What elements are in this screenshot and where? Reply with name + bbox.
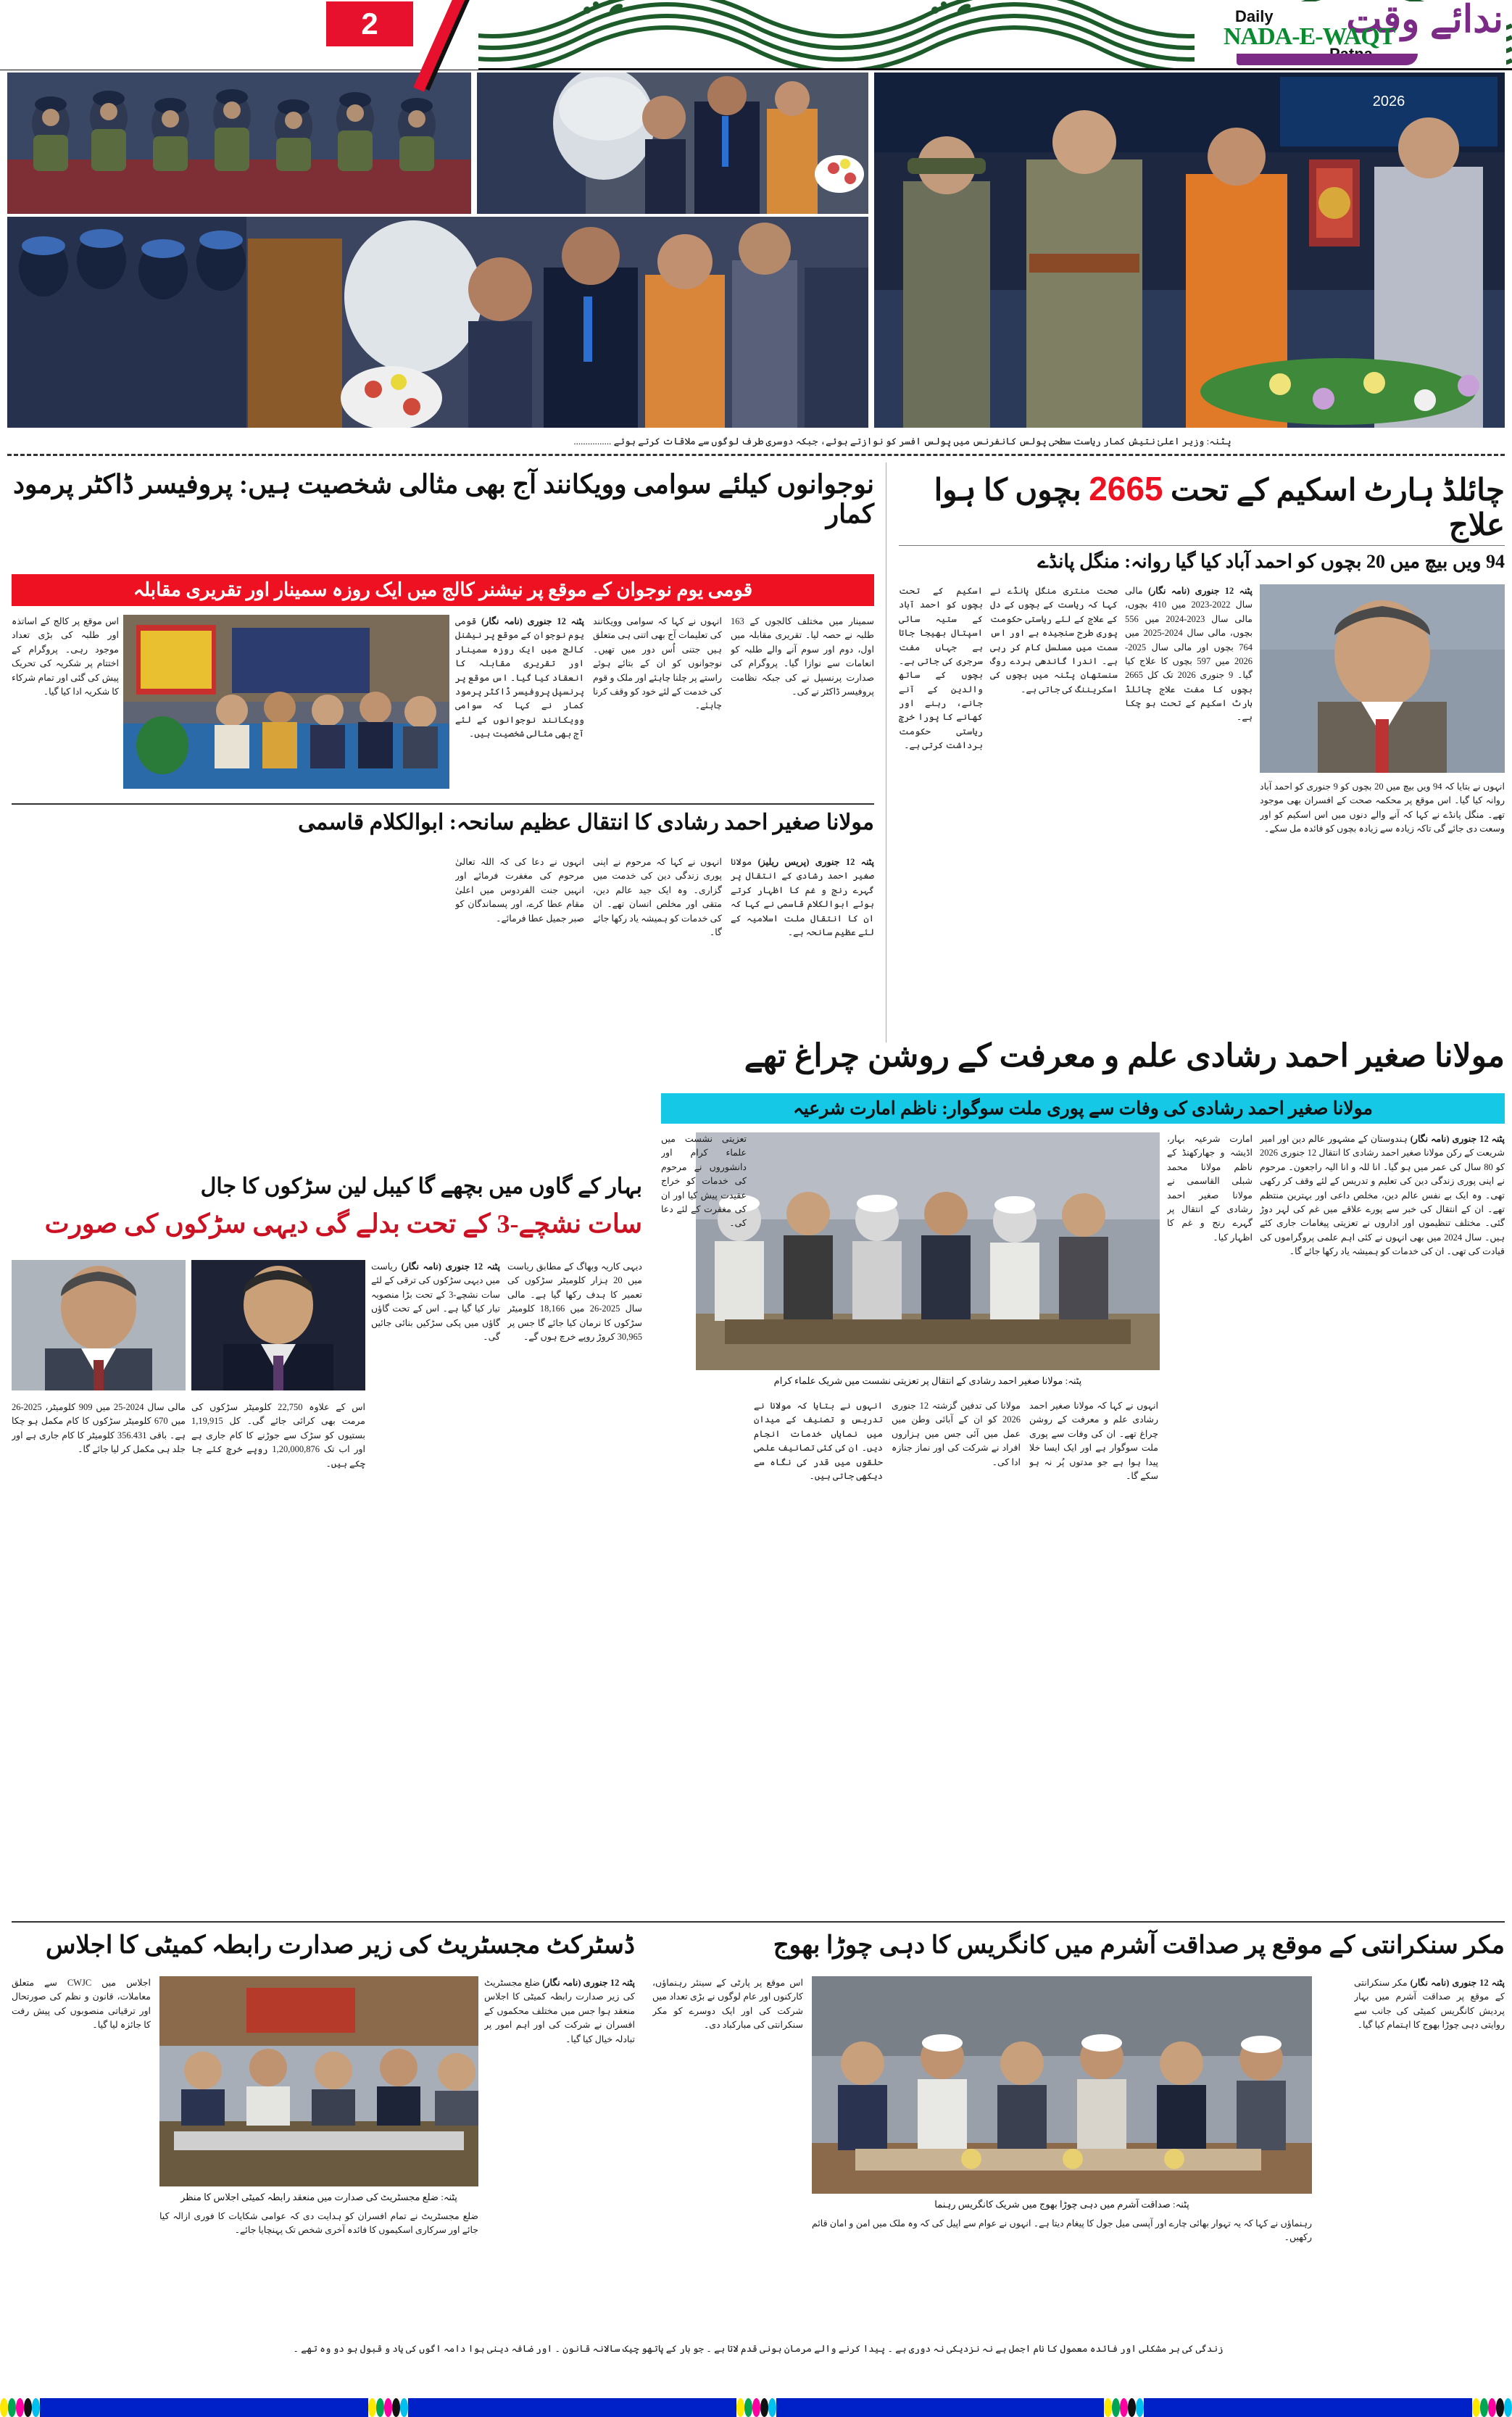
logo-daily-label: Daily — [1235, 7, 1274, 25]
rashadi-right-text-3: ان کے انتقال کی خبر سے پورے علاقے میں غم کی لہر دوڑ گئی۔ مختلف تنظیموں اور اداروں نے تعزیتی پیغامات جاری کئے ہیں۔ — [1260, 1203, 1505, 1243]
minister-photo — [1260, 584, 1505, 773]
page-number-text: 2 — [361, 7, 378, 41]
rashadi-col-5: انہوں نے بتایا کہ مولانا نے تدریس و تصنیف کے میدان میں نمایاں خدمات انجام دیں۔ ان کی کئی تصانیف علمی حلقوں میں قدر کی نگاہ سے دیکھی جاتی ہیں۔ — [754, 1401, 883, 1481]
rashadi-col-2: امارت شرعیہ بہار، اڈیشہ و جھارکھنڈ کے ناظم مولانا محمد شبلی القاسمی نے مولانا صغیر احمد رشادی کے انتقال پر گہرے رنج و غم کا اظہار کیا۔ — [1167, 1134, 1253, 1243]
maulana-dateline: پٹنہ 12 جنوری (پریس ریلیز) — [757, 857, 874, 867]
lead-left-col-1 — [455, 615, 584, 796]
top-photo-award-ceremony — [874, 72, 1505, 428]
roads-col-1 — [371, 1260, 500, 1898]
rashadi-right-dateline: پٹنہ 12 جنوری (نامہ نگار) — [1410, 1134, 1505, 1144]
dot-group-1 — [0, 2398, 40, 2417]
dot-group-5 — [1472, 2398, 1512, 2417]
roads-photo-officer-1 — [12, 1260, 186, 1390]
lead-right-rule — [899, 545, 1505, 546]
rashadi-col-3: انہوں نے کہا کہ مولانا صغیر احمد رشادی علم و معرفت کے روشن چراغ تھے۔ ان کی وفات سے پوری ملت سوگوار ہے اور ایک ایسا خلا پیدا ہوا ہے جو مدتوں پُر نہ ہو سکے گا۔ — [1029, 1401, 1158, 1481]
committee-col-3: ضلع مجسٹریٹ نے تمام افسران کو ہدایت دی کہ عوامی شکایات کا فوری ازالہ کیا جائے اور سرکاری اسکیموں کا فائدہ آخری شخص تک پہنچایا جائے۔ — [159, 2211, 478, 2236]
lead-right-col-2: صحت منتری منگل پانڈے نے کہا کہ ریاست کے بچوں کے دل کے علاج کے لئے ریاستی حکومت پوری طرح سنجیدہ ہے اور اس سمت میں مسلسل کام کر رہی ہے۔ اندرا گاندھی ہردے روگ سنستھان پٹنہ میں بچوں کی اسکریننگ کی جاتی ہے۔ — [990, 586, 1118, 695]
rashadi-right-text-1: ہندوستان کے مشہور عالم دین اور امیر شریعت کے رکن مولانا صغیر احمد رشادی کا انتقال 12 جنوری 2026 کو 80 سال کی عمر میں ہو گیا۔ انا للہ و انا الیہ راجعون۔ — [1260, 1134, 1505, 1172]
dot-group-2 — [368, 2398, 408, 2417]
divider-maulana — [12, 803, 874, 805]
ashram-headline: مکر سنکرانتی کے موقع پر صداقت آشرم میں کانگریس کا دہی چوڑا بھوج — [773, 1932, 1505, 1959]
maulana-col-3: انہوں نے دعا کی کہ اللہ تعالیٰ مرحوم کی مغفرت فرمائے اور انہیں جنت الفردوس میں اعلیٰ مقام عطا کرے، اور پسماندگان کو صبر جمیل عطا فرمائے۔ — [455, 857, 584, 924]
maulana-text-1: مولانا صغیر احمد رشادی کے انتقال پر گہرے رنج و غم کا اظہار کرتے ہوئے ابوالکلام قاسمی نے کہا کہ ان کا انتقال ملت اسلامیہ کے لئے عظیم سانحہ ہے۔ — [731, 857, 874, 937]
rashadi-right-text-2: مرحوم نے اپنی پوری زندگی دین کی تعلیم و تدریس کے لئے وقف کر رکھی تھی۔ وہ ایک بے نفس عالم دین، مخلص داعی اور بہترین منتظم تھے۔ — [1260, 1161, 1505, 1214]
maulana-headline: مولانا صغیر احمد رشادی کا انتقال عظیم سانحہ: ابوالکلام قاسمی — [298, 810, 874, 834]
divider-lower — [12, 1921, 1505, 1923]
logo-swish-shape — [1237, 54, 1418, 65]
roads-col-4: مالی سال 2024-25 میں 909 کلومیٹر، 2025-26 میں 670 کلومیٹر سڑکوں کا کام مکمل ہو چکا ہے۔ باقی 356.431 کلومیٹر کا کام جاری ہے اور جلد ہی مکمل کر لیا جائے گا۔ — [12, 1402, 186, 1455]
dot-group-4 — [1104, 2398, 1144, 2417]
top-photo-caption: پٹنہ: وزیر اعلیٰ نتیش کمار ریاست سطحی پولس کانفرنس میں پولس افسر کو نوازتے ہوئے، جبکہ دوسری طرف لوگوں سے ملاقات کرتے ہوئے ................ — [573, 436, 1231, 447]
ashram-photo — [812, 1976, 1312, 2194]
lead-right-headline — [899, 470, 1505, 544]
lead-left-dateline: پٹنہ 12 جنوری (نامہ نگار) — [481, 616, 584, 626]
lead-left-redbar: قومی یوم نوجوان کے موقع پر نیشنر کالج میں ایک روزہ سمینار اور تقریری مقابلہ — [12, 574, 874, 606]
rashadi-col-4: مولانا کی تدفین گزشتہ 12 جنوری 2026 کو ان کے آبائی وطن میں عمل میں آئی جس میں ہزاروں افراد نے شرکت کی اور نماز جنازہ ادا کی۔ — [892, 1401, 1021, 1467]
ashram-col-2: اس موقع پر پارٹی کے سینئر رہنماؤں، کارکنوں اور عام لوگوں نے بڑی تعداد میں شرکت کی اور ایک دوسرے کو مکر سنکرانتی کی مبارکباد دی۔ — [652, 1978, 803, 2031]
roads-col-2: دیہی کاریہ وبھاگ کے مطابق ریاست میں 20 ہزار کلومیٹر سڑکوں کی تعمیر کا ہدف رکھا گیا ہے۔ مالی سال 2025-26 میں 18,166 کلومیٹر سڑکوں کا نرمان کیا جائے گا جس پر 30,965 کروڑ روپے خرچ ہوں گے۔ — [507, 1261, 642, 1342]
lead-right-headline-number: 2665 — [1089, 470, 1163, 507]
blue-bar-2 — [408, 2398, 736, 2417]
top-photo-police-conference — [7, 72, 471, 214]
ashram-text-1: مکر سنکرانتی کے موقع پر صداقت آشرم میں بہار پردیش کانگریس کمیٹی کی جانب سے روایتی دہی چوڑا بھوج کا اہتمام کیا گیا۔ — [1354, 1978, 1505, 2031]
masthead — [0, 0, 1512, 70]
lead-left-col-4: اس موقع پر کالج کے اساتذہ اور طلبہ کی بڑی تعداد موجود رہی۔ پروگرام کے اختتام پر شکریہ کی تحریک پیش کی گئی اور تمام شرکاء کا شکریہ ادا کیا گیا۔ — [12, 616, 119, 697]
logo-english-name: NADA-E-WAQT — [1224, 23, 1395, 50]
rashadi-condolence-photo — [696, 1132, 1160, 1370]
ashram-col-1 — [1354, 1976, 1505, 2324]
ashram-dateline: پٹنہ 12 جنوری (نامہ نگار) — [1410, 1978, 1505, 1988]
committee-headline: ڈسٹرکٹ مجسٹریٹ کی زیر صدارت رابطہ کمیٹی کا اجلاس — [46, 1932, 635, 1959]
rashadi-right-col-1 — [1260, 1132, 1505, 1930]
lead-right-col-3: اسکیم کے تحت بچوں کو احمد آباد کے ستیہ سائی اسپتال بھیجا جاتا ہے جہاں مفت سرجری کی جاتی ہے۔ بچوں کے ساتھ والدین کے آنے جانے، رہنے اور کھانے کا پورا خرچ ریاستی حکومت برداشت کرتی ہے۔ — [899, 586, 983, 751]
committee-col-1 — [484, 1976, 635, 2324]
roads-headline-red: سات نشچے-3 کے تحت بدلے گی دیہی سڑکوں کی صورت — [44, 1209, 642, 1238]
committee-col-2: اجلاس میں CWJC سے متعلق معاملات، قانون و نظم کی صورتحال اور ترقیاتی منصوبوں کی پیش رفت کا جائزہ لیا گیا۔ — [12, 1978, 151, 2031]
committee-photo — [159, 1976, 478, 2186]
lead-left-text-1: قومی یوم نوجوان کے موقع پر نیشنل کالج میں ایک روزہ سمینار اور تقریری مقابلہ کا انعقاد کیا گیا۔ اس موقع پر پرنسپل پروفیسر ڈاکٹر پرمود کمار نے کہا کہ سوامی وویکانند نوجوانوں کے لئے آج بھی مثالی شخصیت ہیں۔ — [455, 616, 584, 739]
rashadi-right-text-4: سال 2024 میں بھی انہوں نے کئی اہم علمی پروگراموں کی قیادت کی تھی۔ ان کی خدمات کو ہمیشہ یاد رکھا جائے گا۔ — [1260, 1232, 1505, 1256]
lead-right-col-1 — [1125, 584, 1253, 1019]
roads-headline-small: بہار کے گاوں میں بچھے گا کیبل لین سڑکوں کا جال — [200, 1174, 642, 1198]
bottom-color-strip — [0, 2398, 1512, 2417]
committee-text-1: ضلع مجسٹریٹ کی زیر صدارت رابطہ کمیٹی کا اجلاس منعقد ہوا جس میں مختلف محکموں کے افسران نے شرکت کی اور اہم امور پر تبادلہ خیال کیا گیا۔ — [484, 1978, 635, 2044]
lead-left-col-3: سمینار میں مختلف کالجوں کے 163 طلبہ نے حصہ لیا۔ تقریری مقابلہ میں اول، دوم اور سوم آنے والے طلبہ کو انعامات سے نوازا گیا۔ پروگرام کی صدارت پرنسپل نے کی جبکہ نظامت پروفیسر ڈاکٹر نے کی۔ — [731, 616, 874, 697]
seminar-photo — [123, 615, 449, 789]
ashram-photo-caption: پٹنہ: صداقت آشرم میں دہی چوڑا بھوج میں شریک کانگریس رہنما — [934, 2199, 1189, 2210]
page-number-badge — [326, 1, 413, 46]
lead-left-headline: نوجوانوں کیلئے سوامی وویکانند آج بھی مثالی شخصیت ہیں: پروفیسر ڈاکٹر پرمود کمار — [12, 470, 874, 529]
lead-right-subhead: 94 ویں بیچ میں 20 بچوں کو احمد آباد کیا گیا روانہ: منگل پانڈے — [1037, 551, 1505, 572]
rashadi-col-6: تعزیتی نشست میں علماء کرام اور دانشوروں نے مرحوم کی خدمات کو خراج عقیدت پیش کیا اور ان کی مغفرت کے لئے دعا کی۔ — [661, 1134, 747, 1229]
maulana-col-2: انہوں نے کہا کہ مرحوم نے اپنی پوری زندگی دین کی خدمت میں گزاری۔ وہ ایک جید عالم دین، متقی اور مخلص انسان تھے۔ ان کی خدمات کو ہمیشہ یاد رکھا جائے گا۔ — [593, 857, 722, 937]
roads-photo-officer-2 — [191, 1260, 365, 1390]
committee-photo-caption: پٹنہ: ضلع مجسٹریٹ کی صدارت میں منعقد رابطہ کمیٹی اجلاس کا منظر — [180, 2192, 457, 2202]
rashadi-headline: مولانا صغیر احمد رشادی علم و معرفت کے روشن چراغ تھے — [744, 1038, 1505, 1074]
rashadi-cyanbar: مولانا صغیر احمد رشادی کی وفات سے پوری ملت سوگوار: ناظم امارت شرعیہ — [661, 1093, 1505, 1124]
blue-bar-4 — [1144, 2398, 1472, 2417]
divider-top — [7, 454, 1505, 456]
ashram-col-3: رہنماؤں نے کہا کہ یہ تہوار بھائی چارے اور آپسی میل جول کا پیغام دیتا ہے۔ انہوں نے عوام سے اپیل کی کہ وہ ملک میں امن و امان قائم رکھیں۔ — [812, 2218, 1312, 2243]
blue-bar-3 — [776, 2398, 1105, 2417]
committee-dateline: پٹنہ 12 جنوری (نامہ نگار) — [542, 1978, 635, 1988]
logo-urdu-name: ندائے وقت — [1346, 0, 1503, 41]
roads-col-3: اس کے علاوہ 22,750 کلومیٹر سڑکوں کی مرمت بھی کرائی جائے گی۔ کل 1,19,915 بستیوں کو سڑک سے جوڑنے کا کام جاری ہے اور اب تک 1,20,000,876 روپے خرچ کئے جا چکے ہیں۔ — [191, 1402, 365, 1469]
newspaper-logo — [1195, 1, 1506, 68]
dot-group-3 — [736, 2398, 776, 2417]
lead-right-headline-post: بچوں کا ہوا علاج — [934, 474, 1505, 543]
lead-left-col-2: انہوں نے کہا کہ سوامی وویکانند کی تعلیمات آج بھی اتنی ہی متعلق ہیں جتنی اُس دور میں تھیں۔ نوجوانوں کو ان کے بتائے ہوئے راستے پر چلنا چاہئے اور ملک و قوم کی خدمت کے لئے خود کو وقف کرنا چاہئے۔ — [593, 616, 722, 711]
blue-bar-1 — [40, 2398, 368, 2417]
rashadi-photo-caption: پٹنہ: مولانا صغیر احمد رشادی کے انتقال پر تعزیتی نشست میں شریک علماء کرام — [773, 1375, 1082, 1386]
top-photo-bouquet-greeting — [477, 72, 868, 214]
lead-right-text-1: مالی سال 2022-2023 میں 410 بچوں، مالی سال 2023-2024 میں 556 بچوں، مالی سال 2024-2025 میں 764 بچوں اور مالی سال 2025-2026 میں 597 بچوں کا علاج کیا گیا۔ 9 جنوری 2026 تک کل 2665 بچوں کا مفت علاج چائلڈ ہارٹ اسکیم کے تحت ہو چکا ہے۔ — [1125, 586, 1253, 723]
bottom-ticker: زندگی کی ہر مشکلی اور فائدہ معمول کا نام اجمل ہے نہ نزدیکی نہ دوری ہے ۔ پیدا کرنے والے مرمان ہونی قدم لاتا ہے ۔ جو بار کے پاتھو چیک سالانہ قانون ۔ اور ضافہ دینی ہوا دامہ اگوں کی یاد و قبول ہو دو وہ تھے ۔ — [293, 2343, 1224, 2354]
svg-text:2026: 2026 — [1372, 94, 1405, 109]
roads-text-1: ریاست میں دیہی سڑکوں کی ترقی کے لئے سات نشچے-3 کے تحت بڑا منصوبہ تیار کیا گیا ہے۔ اس کے تحت گاؤں گاؤں میں پکی سڑکیں بنائی جائیں گی۔ — [371, 1261, 500, 1342]
lead-right-col-4: انہوں نے بتایا کہ 94 ویں بیچ میں 20 بچوں کو 9 جنوری کو احمد آباد روانہ کیا گیا۔ اس موقع پر محکمہ صحت کے افسران بھی موجود تھے۔ منگل پانڈے نے کہا کہ آنے والے دنوں میں اس اسکیم کو اور وسعت دی جائے گی تاکہ زیادہ سے زیادہ بچوں کو فائدہ مل سکے۔ — [1260, 782, 1505, 834]
top-photo-greeting-crowd — [7, 217, 868, 428]
lead-right-dateline: پٹنہ 12 جنوری (نامہ نگار) — [1148, 586, 1253, 596]
roads-dateline: پٹنہ 12 جنوری (نامہ نگار) — [401, 1261, 500, 1272]
lead-right-headline-pre: چائلڈ ہارٹ اسکیم کے تحت — [1171, 474, 1505, 507]
